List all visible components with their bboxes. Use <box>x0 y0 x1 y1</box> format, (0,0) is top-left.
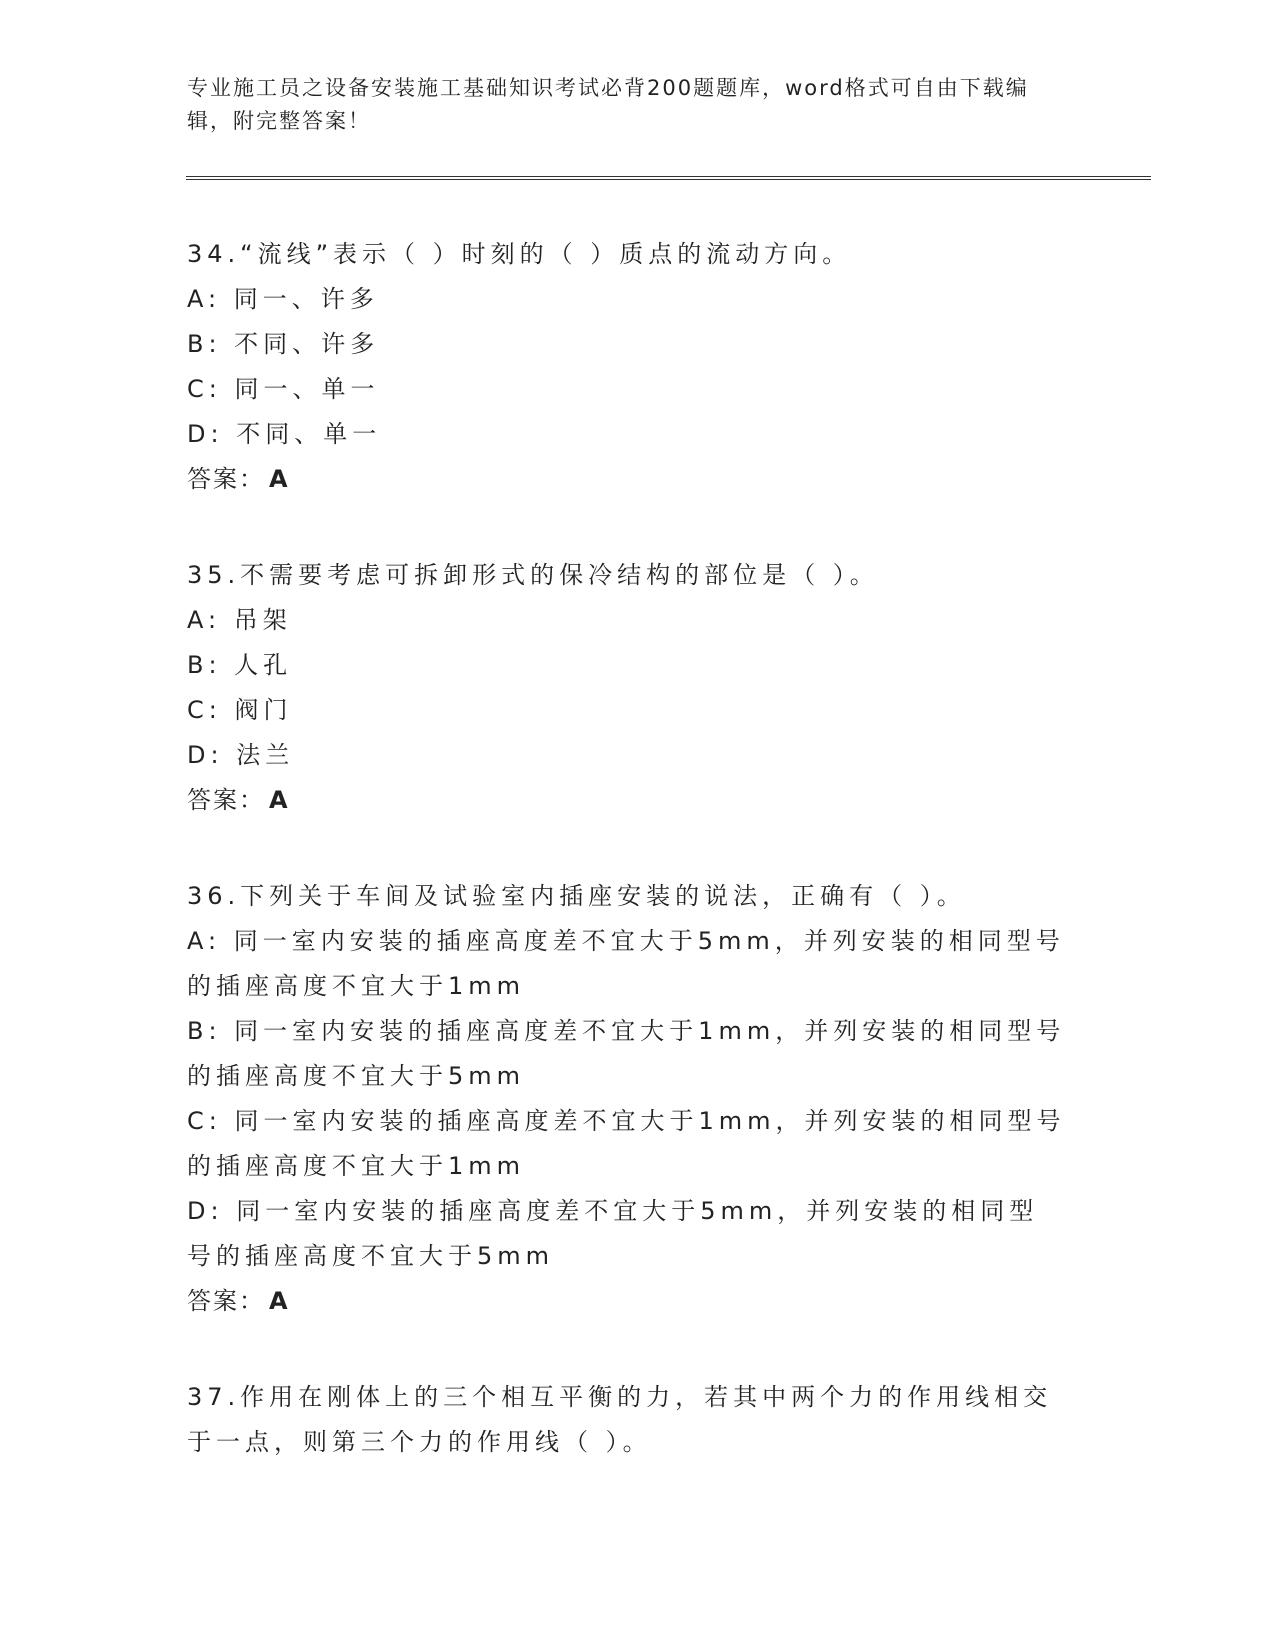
question-spacer <box>187 502 1067 553</box>
question-stem: 36.下列关于车间及试验室内插座安装的说法，正确有（ ）。 <box>187 882 966 910</box>
answer-value: A <box>269 786 290 814</box>
question-list <box>187 232 1067 1465</box>
answer-value: A <box>269 1287 290 1315</box>
option-c: C: 阀门 <box>187 696 293 724</box>
option-a: A: 同一、许多 <box>187 285 379 313</box>
question-34 <box>187 232 1067 502</box>
option-d: D: 同一室内安装的插座高度差不宜大于5mm，并列安装的相同型号的插座高度不宜大于5mm <box>187 1197 1039 1270</box>
option-a: A: 同一室内安装的插座高度差不宜大于5mm，并列安装的相同型号的插座高度不宜大于1mm <box>187 927 1065 1000</box>
header-divider <box>186 176 1151 180</box>
option-b: B: 同一室内安装的插座高度差不宜大于1mm，并列安装的相同型号的插座高度不宜大于5mm <box>187 1017 1066 1090</box>
answer-line <box>187 457 1067 502</box>
option-d: D: 不同、单一 <box>187 420 382 448</box>
question-37 <box>187 1375 1067 1465</box>
answer-label: 答案： <box>187 465 265 493</box>
question-spacer <box>187 823 1067 874</box>
answer-line <box>187 1279 1067 1324</box>
option-b: B: 人孔 <box>187 651 293 679</box>
option-d: D: 法兰 <box>187 741 295 769</box>
answer-label: 答案： <box>187 1287 265 1315</box>
question-stem: 35.不需要考虑可拆卸形式的保冷结构的部位是（ ）。 <box>187 561 879 589</box>
option-b: B: 不同、许多 <box>187 330 380 358</box>
question-spacer <box>187 1324 1067 1375</box>
answer-value: A <box>269 465 290 493</box>
option-c: C: 同一、单一 <box>187 375 380 403</box>
option-c: C: 同一室内安装的插座高度差不宜大于1mm，并列安装的相同型号的插座高度不宜大于1mm <box>187 1107 1066 1180</box>
answer-line <box>187 778 1067 823</box>
question-stem: 34.“流线”表示（ ）时刻的（ ）质点的流动方向。 <box>187 240 852 268</box>
question-36 <box>187 874 1067 1324</box>
question-stem: 37.作用在刚体上的三个相互平衡的力，若其中两个力的作用线相交于一点，则第三个力的作用线（ ）。 <box>187 1383 1053 1456</box>
answer-label: 答案： <box>187 786 265 814</box>
question-35 <box>187 553 1067 823</box>
document-header-title: 专业施工员之设备安装施工基础知识考试必背200题题库，word格式可自由下载编辑，附完整答案！ <box>187 76 1029 133</box>
option-a: A: 吊架 <box>187 606 292 634</box>
